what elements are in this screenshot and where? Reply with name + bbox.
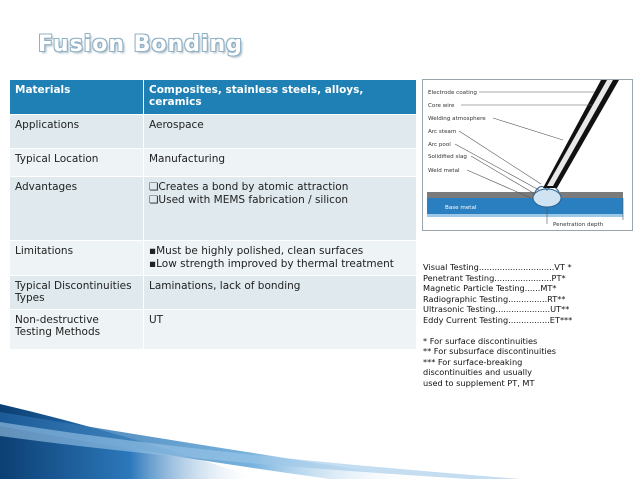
method-line: Ultrasonic Testing.....................UT** [423, 304, 570, 314]
weld-pool [533, 189, 561, 207]
row-label: Advantages [10, 177, 144, 241]
table-row [10, 177, 417, 241]
row-value-line: ❏Creates a bond by atomic attraction [149, 181, 349, 193]
header-materials-value: Composites, stainless steels, alloys, ceramics [144, 80, 417, 115]
weld-surface [427, 192, 623, 198]
table-row [10, 310, 417, 350]
row-value-line: Manufacturing [149, 153, 226, 165]
base-metal-edge [427, 214, 623, 217]
welding-diagram-svg [423, 80, 632, 230]
row-value-line: ▪Low strength improved by thermal treatment [149, 258, 394, 270]
table-row [10, 276, 417, 310]
label-solidified-slag: Solidified slag [428, 154, 467, 160]
method-line: Penetrant Testing......................PT* [423, 272, 566, 283]
footnote-line: *** For surface-breaking [423, 356, 523, 367]
footnote-line: * For surface discontinuities [423, 335, 538, 346]
properties-table [9, 79, 417, 350]
footnote-line: discontinuities and usually [423, 367, 533, 377]
header-materials: Materials [10, 80, 144, 115]
method-line: Radiographic Testing...............RT** [423, 293, 566, 304]
table-header-row [10, 80, 417, 115]
method-line: Visual Testing.............................VT * [423, 262, 572, 272]
method-line: Magnetic Particle Testing......MT* [423, 283, 557, 293]
row-label: Typical Discontinuities Types [10, 276, 144, 310]
table-row [10, 149, 417, 177]
row-value-line: Laminations, lack of bonding [149, 280, 301, 292]
welding-diagram [422, 79, 633, 231]
label-penetration-depth: Penetration depth [553, 222, 604, 228]
row-value-line: UT [149, 314, 164, 326]
row-value [144, 115, 417, 149]
row-label: Non-destructive Testing Methods [10, 310, 144, 350]
decorative-swoosh [0, 392, 638, 479]
row-value [144, 241, 417, 276]
row-label: Limitations [10, 241, 144, 276]
row-value-line: Aerospace [149, 119, 204, 131]
label-arc-pool: Arc pool [428, 142, 451, 148]
slide-title: Fusion Bonding [38, 32, 243, 57]
label-welding-atmosphere: Welding atmosphere [428, 116, 486, 122]
table-row [10, 115, 417, 149]
label-arc-steam: Arc steam [428, 129, 457, 135]
row-label: Applications [10, 115, 144, 149]
label-electrode-coating: Electrode coating [428, 90, 477, 96]
label-core-wire: Core wire [428, 103, 455, 109]
core-wire [547, 80, 613, 186]
table-row [10, 241, 417, 276]
row-value-line: ▪Must be highly polished, clean surfaces [149, 245, 364, 257]
footnote-line: ** For subsurface discontinuities [423, 346, 557, 356]
method-line: Eddy Current Testing................ET*** [423, 314, 573, 325]
footnote-line: used to supplement PT, MT [423, 377, 535, 388]
row-value [144, 310, 417, 350]
row-value [144, 276, 417, 310]
row-value [144, 149, 417, 177]
row-label: Typical Location [10, 149, 144, 177]
label-weld-metal: Weld metal [428, 168, 460, 174]
label-base-metal: Base metal [445, 205, 477, 211]
row-value-line: ❏Used with MEMS fabrication / silicon [149, 194, 349, 206]
row-value [144, 177, 417, 241]
ndt-notes [423, 262, 572, 388]
